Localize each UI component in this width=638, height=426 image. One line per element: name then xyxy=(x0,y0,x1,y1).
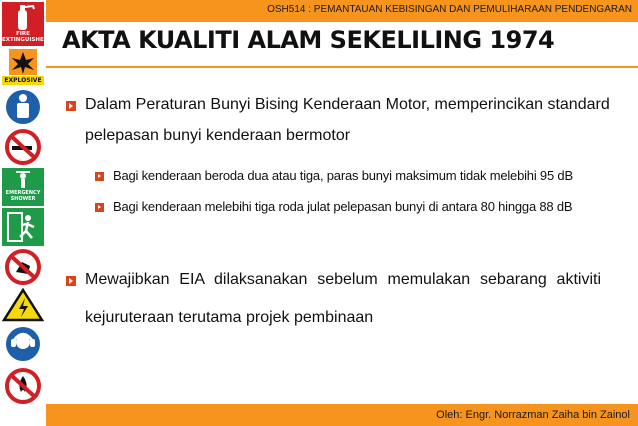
shower-icon xyxy=(2,168,44,190)
explosive-sign-icon xyxy=(2,48,44,86)
sub-bullet-2-text: Bagi kenderaan melebihi tiga roda julat pelepasan bunyi di antara 80 hingga 88 dB xyxy=(113,199,573,214)
wear-protective-clothing-sign-icon xyxy=(2,88,44,126)
sub-bullet-icon xyxy=(95,172,104,181)
ear-protection-icon xyxy=(2,324,44,364)
exit-running-man-icon xyxy=(2,208,44,246)
explosive-label: EXPLOSIVE xyxy=(2,76,44,85)
title-divider xyxy=(46,66,638,68)
high-voltage-warning-sign-icon xyxy=(2,288,44,322)
no-smoking-icon xyxy=(2,128,44,166)
bullet-1-line-2: pelepasan bunyi kenderaan bermotor xyxy=(85,127,351,144)
bullet-icon xyxy=(66,276,76,286)
safety-signs-sidebar xyxy=(0,0,46,426)
footer-bar xyxy=(46,404,638,426)
wear-ear-protection-sign-icon xyxy=(2,324,44,364)
no-touching-icon xyxy=(2,248,44,286)
high-voltage-icon xyxy=(2,288,44,322)
course-title: OSH514 : PEMANTAUAN KEBISINGAN DAN PEMULIHARAAN PENDENGARAN xyxy=(267,4,632,15)
explosive-warning-icon xyxy=(2,48,44,76)
fire-extinguisher-label: FIRE EXTINGUISHER xyxy=(2,31,48,43)
bullet-1-line-1: Dalam Peraturan Bunyi Bising Kenderaan Motor, memperincikan standard xyxy=(85,96,610,113)
no-touching-sign-icon xyxy=(2,248,44,286)
fire-extinguisher-sign-icon xyxy=(2,2,48,46)
emergency-shower-label: EMERGENCY SHOWER xyxy=(5,190,41,202)
protective-clothing-icon xyxy=(2,88,44,126)
no-smoking-sign-icon xyxy=(2,128,44,166)
bullet-icon xyxy=(66,101,76,111)
sub-bullet-icon xyxy=(95,203,104,212)
author-credit: Oleh: Engr. Norrazman Zaiha bin Zainol xyxy=(436,409,630,421)
emergency-exit-sign-icon xyxy=(2,208,44,246)
emergency-shower-sign-icon xyxy=(2,168,44,206)
no-open-flame-sign-icon xyxy=(2,366,44,406)
header-bar xyxy=(46,0,638,22)
sub-bullet-1-text: Bagi kenderaan beroda dua atau tiga, paras bunyi maksimum tidak melebihi 95 dB xyxy=(113,168,573,183)
bullet-2-line-1: Mewajibkan EIA dilaksanakan sebelum memulakan sebarang aktiviti xyxy=(85,271,601,288)
no-open-flame-icon xyxy=(2,366,44,406)
bullet-2-line-2: kejuruteraan terutama projek pembinaan xyxy=(85,309,374,326)
slide-title: AKTA KUALITI ALAM SEKELILING 1974 xyxy=(62,26,555,54)
fire-extinguisher-icon xyxy=(2,2,44,32)
